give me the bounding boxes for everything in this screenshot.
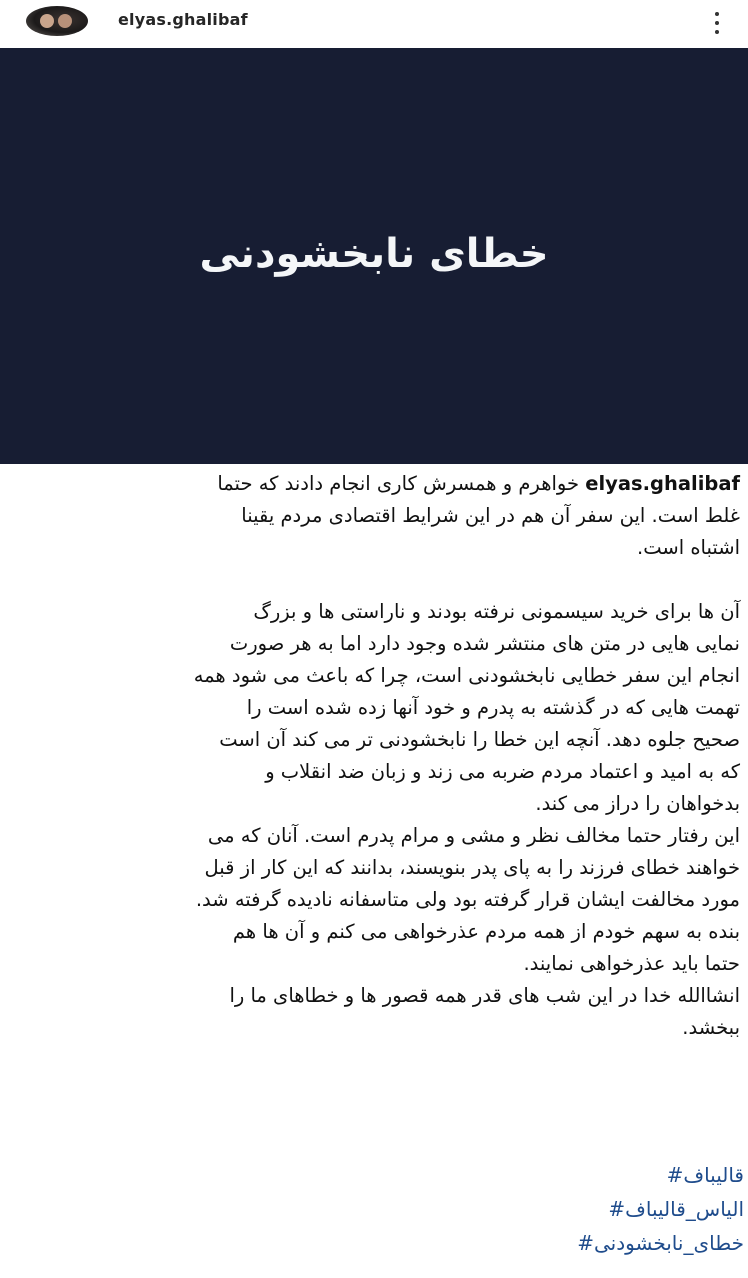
hashtag-link[interactable]: #قالیباف: [666, 1163, 744, 1187]
avatar-face-right: [58, 14, 72, 28]
caption-line: که به امید و اعتماد مردم ضربه می زند و زبان ضد انقلاب و: [265, 760, 740, 783]
caption-line: صحیح جلوه دهد. آنچه این خطا را نابخشودنی تر می کند آن است: [219, 728, 740, 751]
caption-line: انشاالله خدا در این شب های قدر همه قصور ها و خطاهای ما را: [229, 984, 740, 1007]
caption-line: انجام این سفر خطایی نابخشودنی است، چرا که باعث می شود همه: [193, 664, 740, 687]
username-link[interactable]: elyas.ghalibaf: [118, 10, 248, 29]
caption-line: مورد مخالفت ایشان قرار گرفته بود ولی متاسفانه نادیده گرفته شد.: [195, 888, 740, 911]
caption-line: تهمت هایی که در گذشته به پدرم و خود آنها زده شده است را: [246, 696, 740, 719]
caption-line: بنده به سهم خودم از همه مردم عذرخواهی می کنم و آن ها هم: [232, 920, 740, 943]
caption-spacer: [12, 564, 740, 596]
caption-line: حتما باید عذرخواهی نمایند.: [523, 952, 740, 975]
caption-line: غلط است. این سفر آن هم در این شرایط اقتصادی مردم یقینا: [241, 504, 740, 527]
caption-line: [12, 468, 740, 500]
caption-line: آن ها برای خرید سیسمونی نرفته بودند و ناراستی ها و بزرگ: [253, 600, 740, 623]
caption-line: ببخشد.: [682, 1016, 740, 1039]
caption-text: خواهرم و همسرش کاری انجام دادند که حتما: [217, 472, 580, 495]
hashtag-link[interactable]: #الیاس_قالیباف: [608, 1197, 744, 1221]
hashtag-link[interactable]: #خطای_نابخشودنی: [577, 1231, 744, 1255]
menu-dot: [715, 12, 719, 16]
caption-line: بدخواهان را دراز می کند.: [535, 792, 740, 815]
menu-dot: [715, 30, 719, 34]
caption-line: این رفتار حتما مخالف نظر و مشی و مرام پدرم است. آنان که می: [207, 824, 740, 847]
menu-dot: [715, 21, 719, 25]
post-image-title: خطای نابخشودنی: [199, 231, 549, 277]
caption-line: اشتباه است.: [637, 536, 740, 559]
avatar[interactable]: [26, 6, 88, 36]
post-caption: [12, 468, 740, 1044]
more-vertical-icon[interactable]: [712, 12, 722, 34]
avatar-face-left: [40, 14, 54, 28]
hashtag-list: [577, 1158, 744, 1260]
post-header: [0, 0, 748, 48]
caption-line: نمایی هایی در متن های منتشر شده وجود دارد اما به هر صورت: [229, 632, 740, 655]
caption-username[interactable]: elyas.ghalibaf: [585, 472, 740, 495]
post-image[interactable]: [0, 48, 748, 464]
caption-line: خواهند خطای فرزند را به پای پدر بنویسند، بدانند که این کار از قبل: [204, 856, 740, 879]
